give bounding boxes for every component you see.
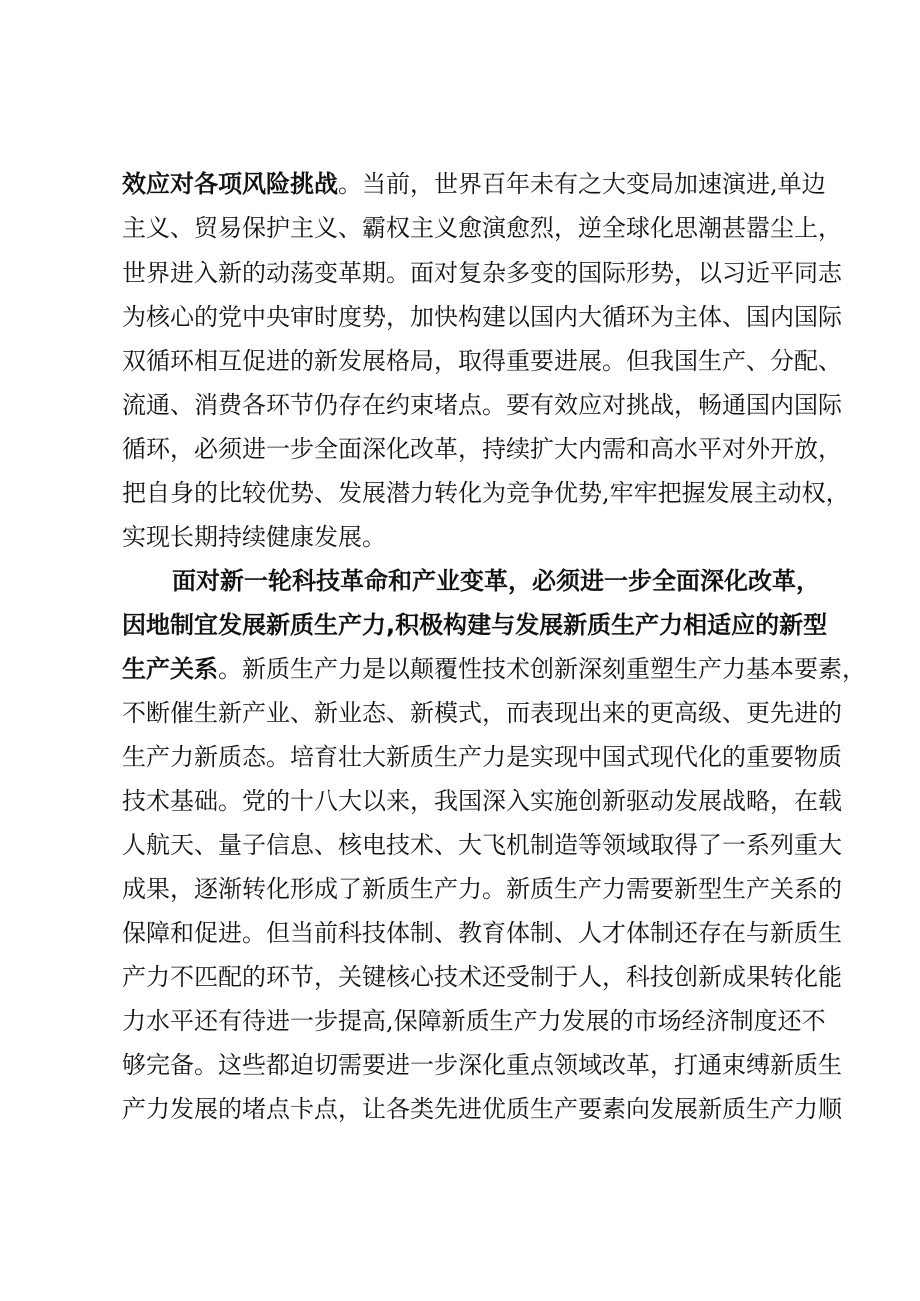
bold-heading-fragment: 因地制宜发展新质生产力,积极构建与发展新质生产力相适应的新型 [122,611,828,639]
paragraph-2-line-5: 生产力新质态。培育壮大新质生产力是实现中国式现代化的重要物质 [122,743,842,771]
paragraph-2-line-11: 力水平还有待进一步提高,保障新质生产力发展的市场经济制度还不 [122,1007,826,1035]
paragraph-2-line-2 [122,605,828,645]
bold-heading-fragment: 效应对各项风险挑战 [122,170,338,198]
paragraph-2-line-9: 保障和促进。但当前科技体制、教育体制、人才体制还存在与新质生 [122,919,842,947]
paragraph-1-line-5: 双循环相互促进的新发展格局，取得重要进展。但我国生产、分配、 [122,347,842,375]
body-text: 。当前，世界百年未有之大变局加速演进,单边 [338,170,826,198]
paragraph-2-line-6: 技术基础。党的十八大以来，我国深入实施创新驱动发展战略，在载 [122,787,842,815]
paragraph-1-line-4: 为核心的党中央审时度势，加快构建以国内大循环为主体、国内国际 [122,303,842,331]
body-text: 。新质生产力是以颠覆性技术创新深刻重塑生产力基本要素， [218,655,866,683]
paragraph-2-line-13: 产力发展的堵点卡点，让各类先进优质生产要素向发展新质生产力顺 [122,1095,842,1123]
paragraph-1-line-3: 世界进入新的动荡变革期。面对复杂多变的国际形势，以习近平同志 [122,259,842,287]
paragraph-2-line-12: 够完备。这些都迫切需要进一步深化重点领域改革，打通束缚新质生 [122,1051,842,1079]
paragraph-2-line-3 [122,649,866,689]
paragraph-2-line-7: 人航天、量子信息、核电技术、大飞机制造等领域取得了一系列重大 [122,831,842,859]
bold-heading-fragment: 面对新一轮科技革命和产业变革，必须进一步全面深化改革， [172,567,820,595]
paragraph-2-line-1 [172,561,820,601]
paragraph-1-line-2: 主义、贸易保护主义、霸权主义愈演愈烈，逆全球化思潮甚嚣尘上， [122,214,842,242]
paragraph-1-line-8: 把自身的比较优势、发展潜力转化为竞争优势,牢牢把握发展主动权， [122,479,850,507]
paragraph-1-line-1 [122,164,826,204]
paragraph-1-line-6: 流通、消费各环节仍存在约束堵点。要有效应对挑战，畅通国内国际 [122,391,842,419]
paragraph-2-line-10: 产力不匹配的环节，关键核心技术还受制于人，科技创新成果转化能 [122,963,842,991]
paragraph-2-line-8: 成果，逐渐转化形成了新质生产力。新质生产力需要新型生产关系的 [122,875,842,903]
bold-heading-fragment: 生产关系 [122,655,218,683]
paragraph-1-line-9: 实现长期持续健康发展。 [122,523,386,551]
paragraph-2-line-4: 不断催生新产业、新业态、新模式，而表现出来的更高级、更先进的 [122,699,842,727]
paragraph-1-line-7: 循环，必须进一步全面深化改革，持续扩大内需和高水平对外开放， [122,435,842,463]
